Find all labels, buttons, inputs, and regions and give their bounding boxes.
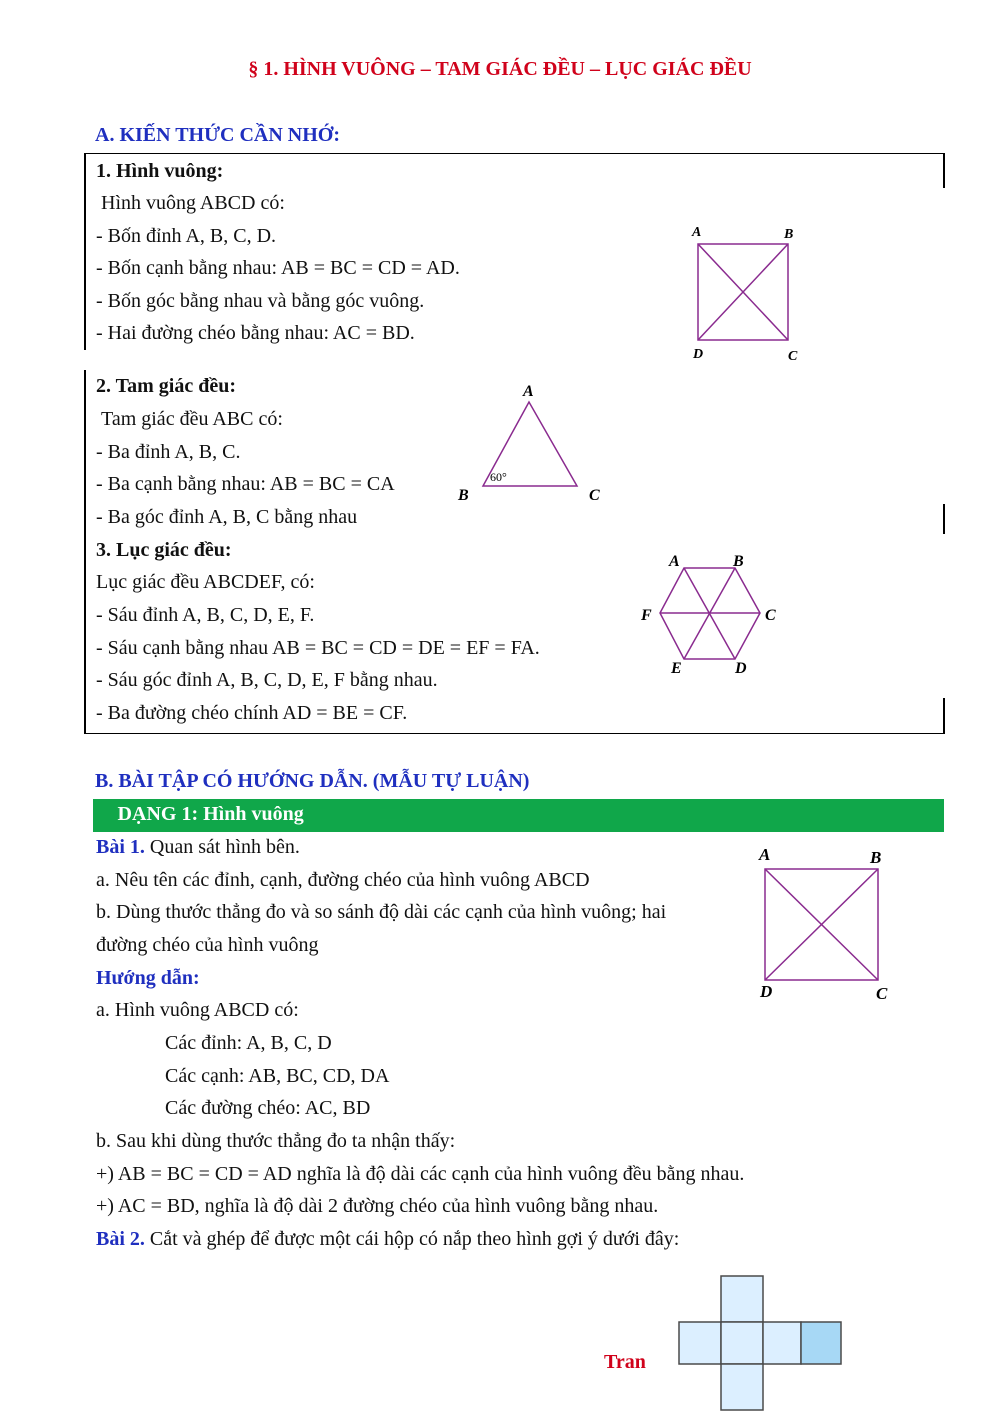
triangle-item: - Ba cạnh bằng nhau: AB = BC = CA bbox=[96, 473, 395, 495]
hexagon-item: - Sáu cạnh bằng nhau AB = BC = CD = DE = EF = FA. bbox=[96, 637, 540, 659]
hexagon-label-a: A bbox=[669, 553, 680, 570]
page-title: § 1. HÌNH VUÔNG – TAM GIÁC ĐỀU – LỤC GIÁC ĐỀU bbox=[248, 58, 752, 80]
box-right-border-2 bbox=[943, 504, 945, 534]
bai2-prompt bbox=[96, 1227, 679, 1251]
square-label-b: B bbox=[784, 227, 794, 242]
hexagon-item: - Sáu đỉnh A, B, C, D, E, F. bbox=[96, 604, 315, 626]
square-label-a: A bbox=[692, 225, 702, 240]
hexagon-item: - Sáu góc đỉnh A, B, C, D, E, F bằng nhau. bbox=[96, 669, 438, 691]
hexagon-label-c: C bbox=[765, 607, 776, 624]
triangle-item: - Ba góc đỉnh A, B, C bằng nhau bbox=[96, 506, 358, 528]
triangle-angle-label: 60° bbox=[490, 470, 507, 484]
bai1-guide-b: b. Sau khi dùng thước thẳng đo ta nhận thấy: bbox=[96, 1130, 456, 1152]
square-figure bbox=[680, 220, 810, 365]
square-label-c: C bbox=[788, 349, 798, 364]
bai1-square-figure bbox=[750, 842, 900, 1007]
box-net-figure bbox=[670, 1270, 850, 1415]
hexagon-label-e: E bbox=[671, 660, 682, 677]
hexagon-label-b: B bbox=[733, 553, 744, 570]
square-intro: Hình vuông ABCD có: bbox=[101, 192, 285, 214]
bai1-label-c: C bbox=[876, 984, 888, 1003]
bai2-label: Bài 2. bbox=[96, 1228, 145, 1250]
dang1-banner bbox=[93, 799, 944, 832]
section-b-heading: B. BÀI TẬP CÓ HƯỚNG DẪN. (MẪU TỰ LUẬN) bbox=[95, 770, 530, 792]
box-right-border-3 bbox=[943, 698, 945, 734]
box-bottom-border bbox=[85, 733, 945, 734]
net-label: Tran bbox=[604, 1351, 646, 1373]
bai1-label: Bài 1. bbox=[96, 836, 145, 858]
square-item: - Bốn đỉnh A, B, C, D. bbox=[96, 225, 277, 247]
square-item: - Hai đường chéo bằng nhau: AC = BD. bbox=[96, 322, 415, 344]
bai1-label-d: D bbox=[760, 982, 773, 1001]
triangle-label-a: A bbox=[523, 383, 534, 400]
bai1-text: Quan sát hình bên. bbox=[144, 836, 300, 858]
bai1-label-b: B bbox=[870, 848, 882, 867]
bai2-text: Cắt và ghép để được một cái hộp có nắp theo hình gợi ý dưới đây: bbox=[144, 1228, 680, 1250]
hexagon-intro: Lục giác đều ABCDEF, có: bbox=[96, 571, 315, 593]
box-left-border bbox=[84, 153, 86, 350]
bai1-guide-vertices: Các đỉnh: A, B, C, D bbox=[165, 1032, 332, 1054]
bai1-question-b: b. Dùng thước thẳng đo và so sánh độ dài các cạnh của hình vuông; hai bbox=[96, 901, 667, 923]
bai1-guide-point: +) AC = BD, nghĩa là độ dài 2 đường chéo của hình vuông bằng nhau. bbox=[96, 1195, 659, 1217]
hexagon-item: - Ba đường chéo chính AD = BE = CF. bbox=[96, 702, 408, 724]
bai1-question-b-cont: đường chéo của hình vuông bbox=[96, 934, 319, 956]
hexagon-figure bbox=[635, 545, 785, 685]
triangle-label-c: C bbox=[589, 487, 600, 504]
bai1-guide-edges: Các cạnh: AB, BC, CD, DA bbox=[165, 1065, 390, 1087]
section-a-heading: A. KIẾN THỨC CẦN NHỚ: bbox=[95, 124, 341, 146]
square-item: - Bốn góc bằng nhau và bằng góc vuông. bbox=[96, 290, 425, 312]
triangle-figure bbox=[450, 378, 610, 508]
bai1-guide-point: +) AB = BC = CD = AD nghĩa là độ dài các cạnh của hình vuông đều bằng nhau. bbox=[96, 1163, 745, 1185]
hexagon-heading: 3. Lục giác đều: bbox=[96, 539, 232, 561]
triangle-item: - Ba đỉnh A, B, C. bbox=[96, 441, 241, 463]
triangle-heading: 2. Tam giác đều: bbox=[96, 375, 237, 397]
triangle-label-b: B bbox=[458, 487, 469, 504]
dang1-label: DẠNG 1: Hình vuông bbox=[97, 803, 284, 825]
square-heading: 1. Hình vuông: bbox=[96, 160, 224, 182]
bai1-guide-diagonals: Các đường chéo: AC, BD bbox=[165, 1097, 371, 1119]
bai1-guide-a: a. Hình vuông ABCD có: bbox=[96, 999, 299, 1021]
bai1-prompt bbox=[96, 835, 300, 859]
bai1-guide-heading: Hướng dẫn: bbox=[96, 967, 200, 989]
triangle-intro: Tam giác đều ABC có: bbox=[101, 408, 283, 430]
square-item: - Bốn cạnh bằng nhau: AB = BC = CD = AD. bbox=[96, 257, 460, 279]
box-right-border bbox=[943, 153, 945, 188]
square-label-d: D bbox=[693, 347, 704, 362]
box-top-border bbox=[85, 153, 945, 154]
hexagon-label-f: F bbox=[641, 607, 652, 624]
bai1-question-a: a. Nêu tên các đỉnh, cạnh, đường chéo của hình vuông ABCD bbox=[96, 869, 590, 891]
box-left-border-2 bbox=[84, 370, 86, 734]
hexagon-label-d: D bbox=[735, 660, 747, 677]
bai1-label-a: A bbox=[759, 845, 771, 864]
